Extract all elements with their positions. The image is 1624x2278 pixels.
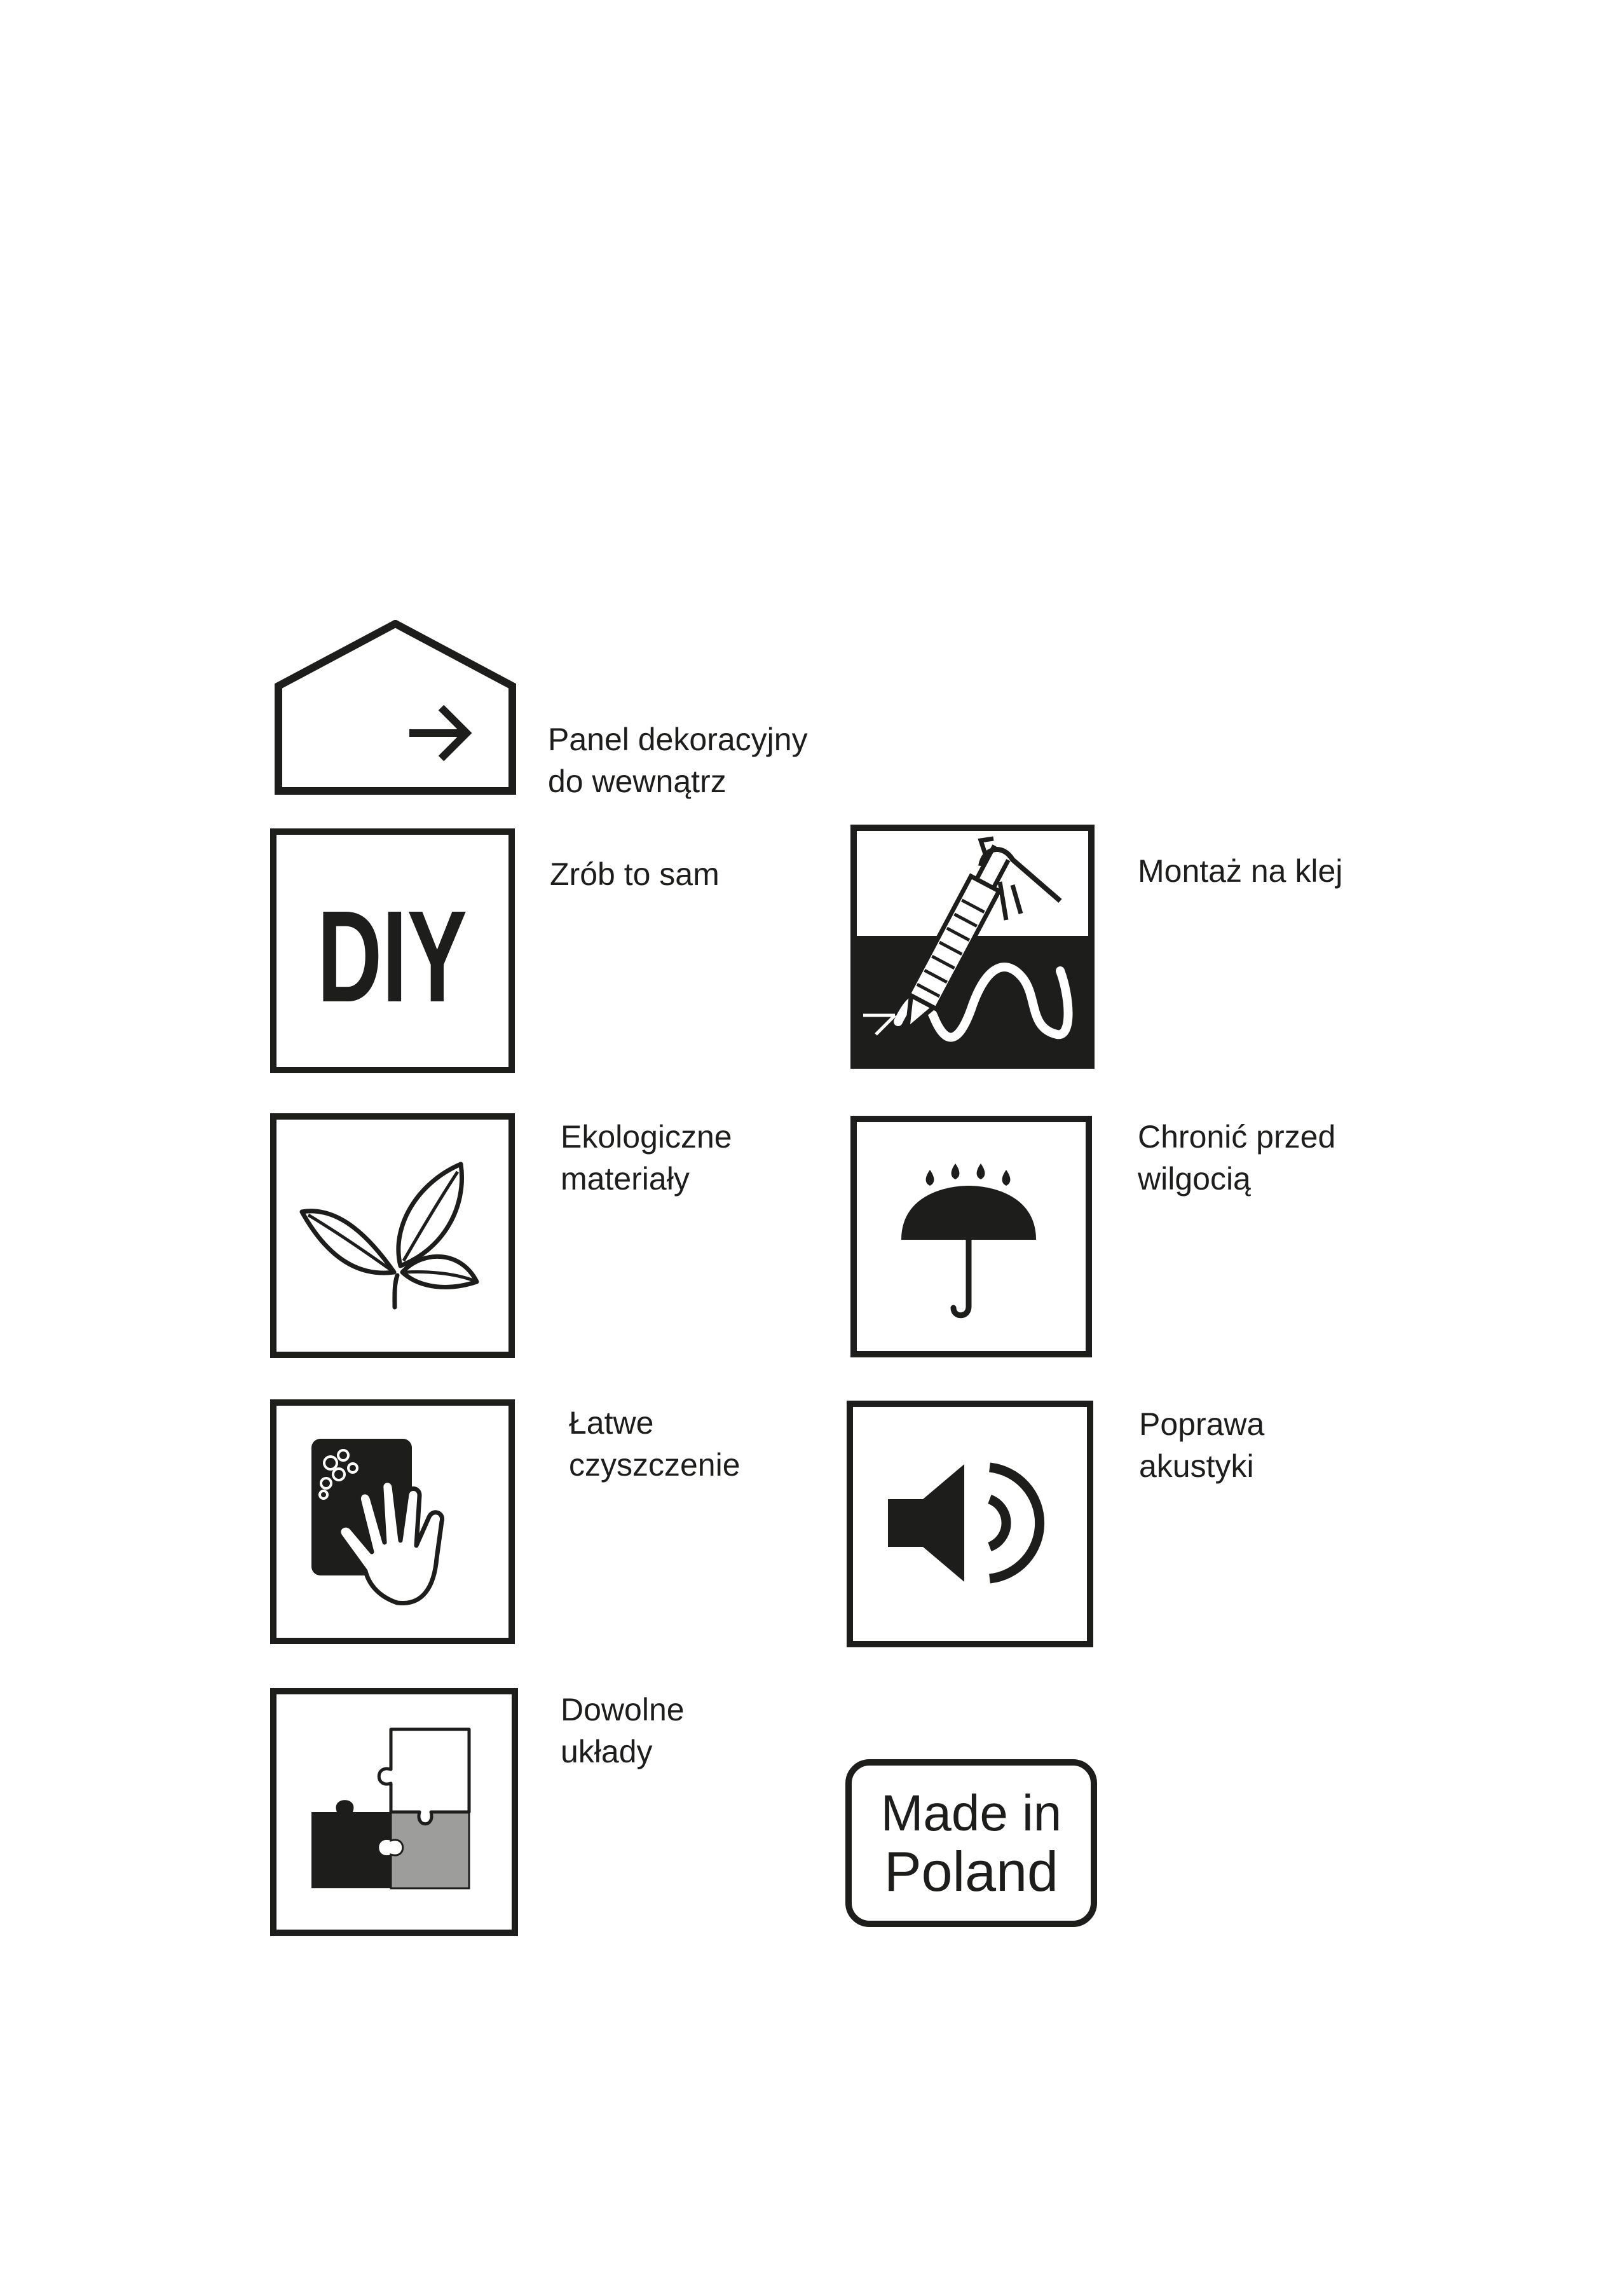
diy-label-line1: Zrób to sam	[550, 856, 720, 892]
cleaning-label-line2: czyszczenie	[569, 1447, 740, 1483]
diy-icon	[270, 828, 515, 1073]
eco-label-line1: Ekologiczne	[561, 1119, 732, 1155]
adhesive-label	[1138, 850, 1342, 892]
diy-label	[550, 853, 720, 895]
cleaning-label-line1: Łatwe	[569, 1405, 654, 1441]
leaves-icon	[270, 1113, 515, 1358]
layouts-label	[561, 1689, 685, 1773]
layouts-label-line1: Dowolne	[561, 1692, 685, 1727]
made-in-poland-badge	[845, 1759, 1097, 1927]
hand-wipe-icon	[270, 1399, 515, 1644]
cleaning-label	[569, 1402, 740, 1486]
house-arrow-icon	[275, 620, 516, 795]
eco-label	[561, 1116, 732, 1200]
umbrella-icon	[850, 1116, 1092, 1357]
interior-panel-label-line2: do wewnątrz	[548, 764, 727, 799]
badge-line1: Made in	[880, 1785, 1062, 1841]
diy-icon-text: DIY	[317, 884, 467, 1029]
acoustics-label-line1: Poprawa	[1139, 1406, 1265, 1442]
moisture-label-line2: wilgocią	[1138, 1161, 1251, 1197]
eco-label-line2: materiały	[561, 1161, 690, 1197]
badge-line2: Poland	[884, 1840, 1058, 1903]
moisture-label-line1: Chronić przed	[1138, 1119, 1336, 1155]
puzzle-icon	[270, 1688, 518, 1936]
moisture-label	[1138, 1116, 1335, 1200]
layouts-label-line2: układy	[561, 1734, 653, 1769]
interior-panel-label-line1: Panel dekoracyjny	[548, 722, 808, 757]
caulk-gun-icon	[850, 825, 1095, 1069]
speaker-icon	[847, 1401, 1093, 1647]
acoustics-label-line2: akustyki	[1139, 1448, 1254, 1484]
acoustics-label	[1139, 1403, 1264, 1487]
adhesive-label-line1: Montaż na klej	[1138, 853, 1343, 889]
interior-panel-label	[548, 718, 808, 802]
